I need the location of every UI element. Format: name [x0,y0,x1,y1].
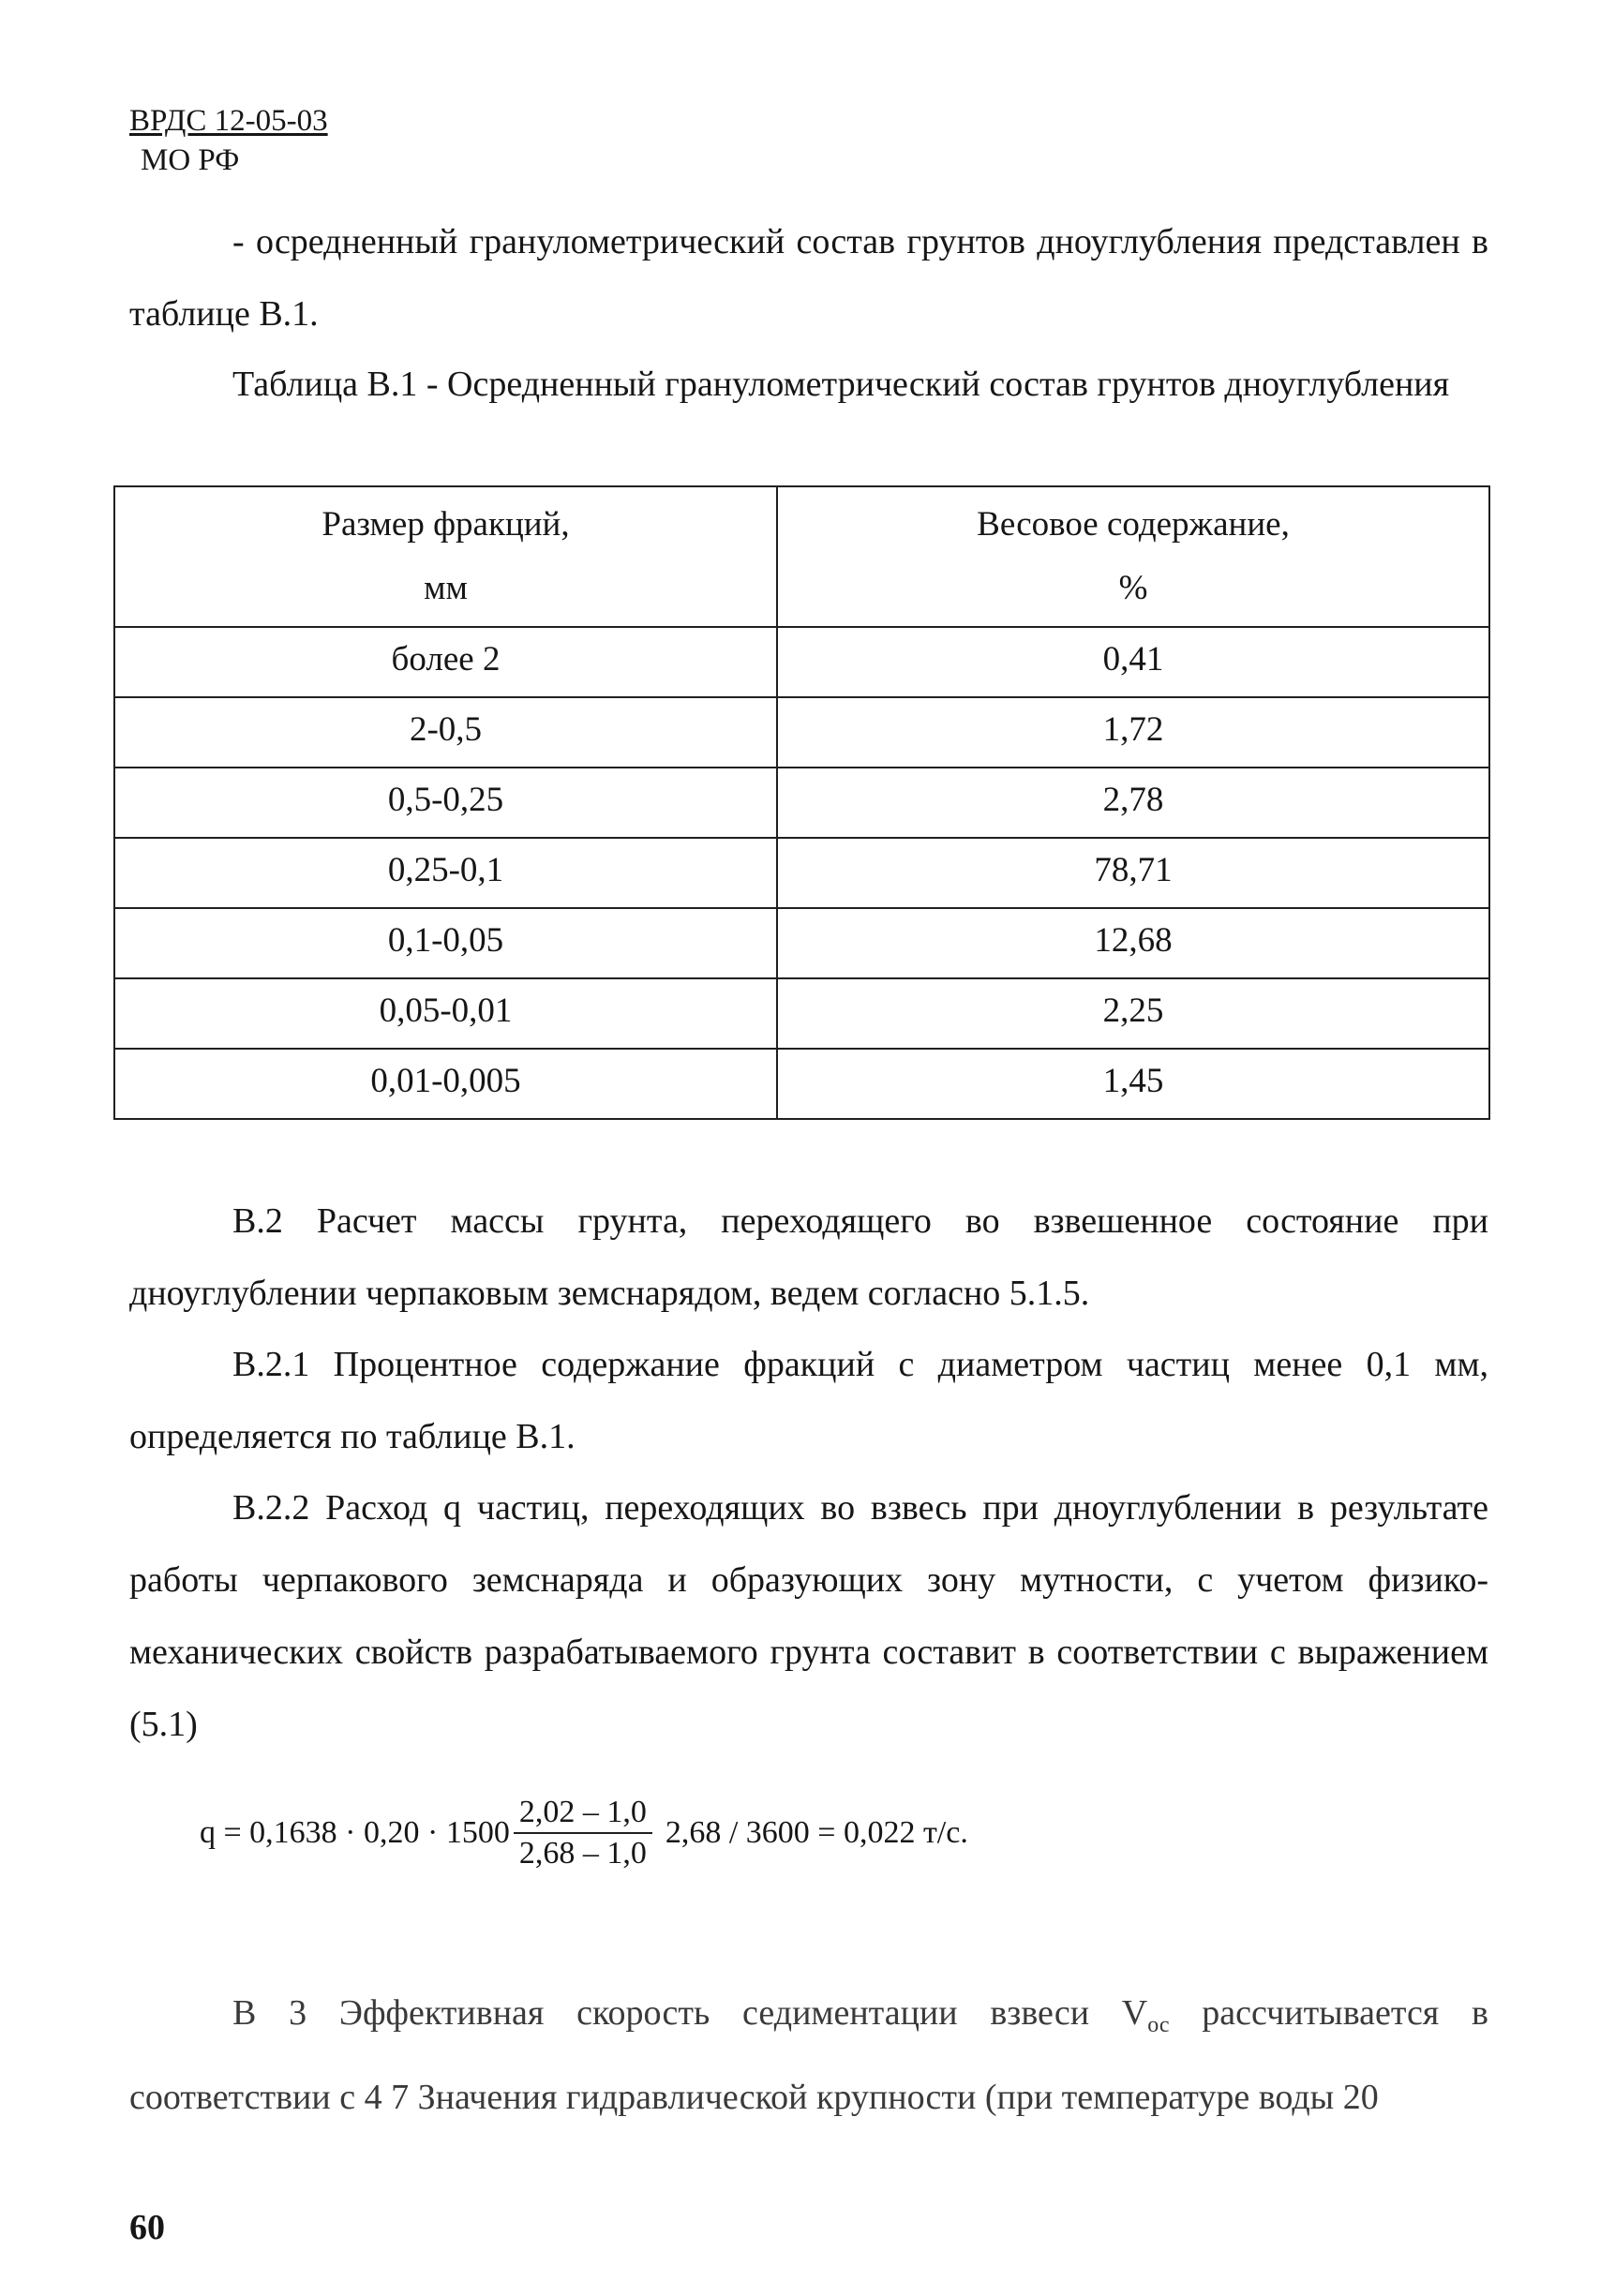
formula-right: 2,68 / 3600 = 0,022 т/с. [665,1815,968,1850]
document-organization: МО РФ [141,143,240,177]
paragraph-b22: В.2.2 Расход q частиц, переходящих во взвесь при дноуглублении в результате работы черпакового земснаряда и образующих зону мутности, с учетом физико-механических свойств разрабатываемого грунта составит в соответствии с выражением (5.1) [129,1488,1488,1744]
cell-weight: 0,41 [777,627,1489,697]
formula-numerator: 2,02 – 1,0 [514,1795,652,1834]
cell-weight: 1,45 [777,1049,1489,1119]
header-weight-line1: Весовое содержание, [977,505,1290,544]
document-code: ВРДС 12-05-03 [129,104,328,138]
table-row [114,908,1489,978]
table-row [114,838,1489,908]
table-row [114,768,1489,838]
paragraph-b3 [129,1977,1488,2134]
table-caption: Таблица В.1 - Осредненный гранулометрический состав грунтов дноуглубления [232,365,1450,404]
granulometric-table [113,485,1490,1120]
cell-size: 0,01-0,005 [114,1049,777,1119]
flow-formula [200,1795,968,1871]
header-size-line1: Размер фракций, [321,505,570,544]
intro-paragraph: - осредненный гранулометрический состав грунтов дноуглубления представлен в таблице В.1. [129,222,1488,334]
formula-fraction [514,1795,652,1871]
velocity-subscript: ос [1147,2013,1170,2037]
formula-denominator: 2,68 – 1,0 [518,1836,647,1871]
header-weight-line2: % [1118,569,1148,607]
page-number: 60 [129,2208,165,2247]
table-header-row [114,486,1489,627]
table-row [114,627,1489,697]
cell-weight: 12,68 [777,908,1489,978]
header-size [114,486,777,627]
table-row [114,697,1489,768]
header-size-line2: мм [424,569,468,607]
cell-weight: 78,71 [777,838,1489,908]
cell-size: 0,1-0,05 [114,908,777,978]
cell-size: 0,25-0,1 [114,838,777,908]
header-weight [777,486,1489,627]
formula-left: q = 0,1638 · 0,20 · 1500 [200,1815,510,1850]
cell-weight: 1,72 [777,697,1489,768]
cell-weight: 2,78 [777,768,1489,838]
cell-size: 0,5-0,25 [114,768,777,838]
paragraph-b3-before: В 3 Эффективная скорость седиментации взвеси V [232,1993,1148,2033]
cell-size: 2-0,5 [114,697,777,768]
table-row [114,978,1489,1049]
table-row [114,1049,1489,1119]
cell-size: 0,05-0,01 [114,978,777,1049]
cell-weight: 2,25 [777,978,1489,1049]
document-header [129,101,328,180]
paragraph-b2: В.2 Расчет массы грунта, переходящего во взвешенное состояние при дноуглублении черпаковым земснарядом, ведем согласно 5.1.5. [129,1201,1488,1313]
paragraph-b3-after: рассчитывается в соответствии с 4 7 Значения гидравлической крупности (при температуре воды 20 [129,1993,1488,2117]
cell-size: более 2 [114,627,777,697]
paragraph-b21: В.2.1 Процентное содержание фракций с диаметром частиц менее 0,1 мм, определяется по таблице В.1. [129,1345,1488,1456]
